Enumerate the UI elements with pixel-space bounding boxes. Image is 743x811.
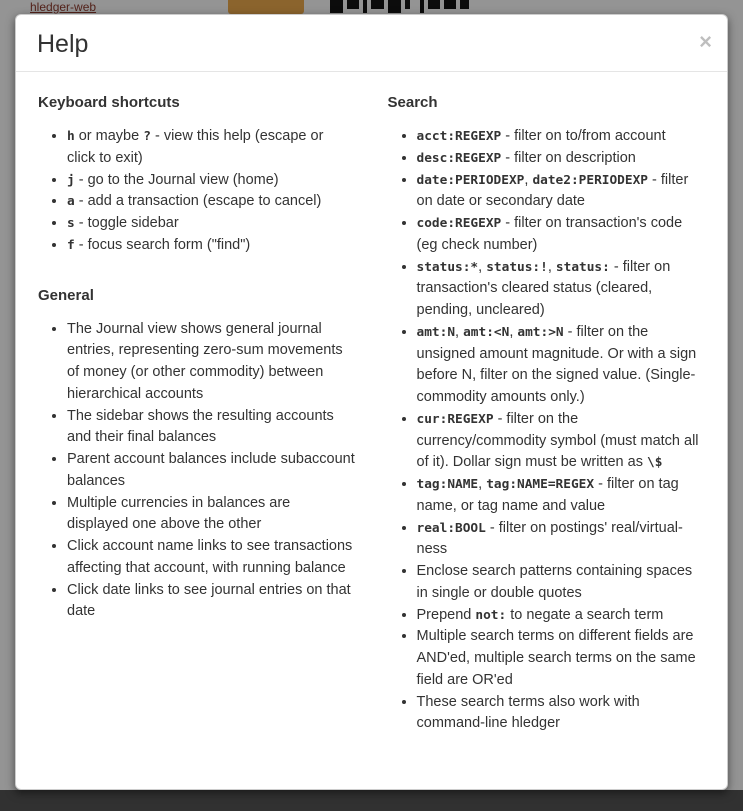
code-span: j xyxy=(67,172,75,188)
list-item: • s - toggle sidebar xyxy=(67,213,356,235)
left-column xyxy=(22,90,372,633)
code-span: tag:NAME=REGEX xyxy=(486,477,595,492)
code-span: ? xyxy=(143,129,151,144)
list-item: • real:BOOL - filter on postings' real/virtual-ness xyxy=(417,518,706,562)
code-span: cur:REGEXP xyxy=(416,411,494,427)
code-span: date2:PERIODEXP xyxy=(532,172,649,188)
code-span: not: xyxy=(475,607,507,623)
list-item: • The sidebar shows the resulting accounts and their final balances xyxy=(67,406,356,450)
list-item: • code:REGEXP - filter on transaction's code (eg check number) xyxy=(417,213,706,257)
list-item: • cur:REGEXP - filter on the currency/commodity symbol (must match all of it). Dollar sign must be written as \$ xyxy=(417,409,706,474)
modal-header xyxy=(16,15,727,72)
list-item: • status:*, status:!, status: - filter on transaction's cleared status (cleared, pending, uncleared) xyxy=(417,257,706,322)
list-item: • Parent account balances include subaccount balances xyxy=(67,449,356,493)
list-item: • Enclose search patterns containing spaces in single or double quotes xyxy=(417,561,706,605)
list-item: • j - go to the Journal view (home) xyxy=(67,170,356,192)
code-span: amt:>N xyxy=(517,324,564,340)
code-span: status: xyxy=(555,259,610,275)
modal-body xyxy=(16,72,727,765)
list-item: • a - add a transaction (escape to cancel) xyxy=(67,191,356,213)
list-item: • desc:REGEXP - filter on description xyxy=(417,148,706,170)
code-span: tag:NAME xyxy=(416,477,479,492)
code-span: desc:REGEXP xyxy=(416,150,502,166)
code-span: real:BOOL xyxy=(416,520,486,536)
code-span: a xyxy=(67,194,75,210)
code-span: status:! xyxy=(486,259,548,275)
code-span: status:* xyxy=(416,259,479,275)
list-item: • The Journal view shows general journal entries, representing zero-sum movements of money (or other commodity) between hierarchical accounts xyxy=(67,319,356,406)
code-span: date:PERIODEXP xyxy=(416,172,525,188)
list-item: • acct:REGEXP - filter on to/from account xyxy=(417,126,706,148)
code-span: amt:N xyxy=(416,324,456,340)
code-span: acct:REGEXP xyxy=(416,129,502,144)
code-span: code:REGEXP xyxy=(416,216,502,231)
section-heading-search: Search xyxy=(387,94,438,111)
list-item: • Multiple search terms on different fields are AND'ed, multiple search terms on the same field are OR'ed xyxy=(417,626,706,691)
list-item: • Multiple currencies in balances are displayed one above the other xyxy=(67,493,356,537)
code-span: amt:<N xyxy=(463,324,510,340)
list-item: • h or maybe ? - view this help (escape or click to exit) xyxy=(67,126,356,170)
general-list xyxy=(38,319,356,624)
code-span: h xyxy=(67,129,75,144)
list-item: • tag:NAME, tag:NAME=REGEX - filter on tag name, or tag name and value xyxy=(417,474,706,518)
help-modal xyxy=(15,14,728,790)
close-icon[interactable]: × xyxy=(699,29,712,54)
list-item: • Click date links to see journal entries on that date xyxy=(67,580,356,624)
right-column xyxy=(372,90,722,745)
background-brand-link[interactable]: hledger-web xyxy=(30,0,97,14)
section-heading-general: General xyxy=(38,286,94,304)
code-span: \$ xyxy=(646,455,663,471)
code-span: f xyxy=(67,237,75,253)
list-item: • f - focus search form ("find") xyxy=(67,235,356,257)
keyboard-shortcuts-list xyxy=(38,126,356,257)
list-item: • date:PERIODEXP, date2:PERIODEXP - filter on date or secondary date xyxy=(417,170,706,214)
list-item: • amt:N, amt:<N, amt:>N - filter on the unsigned amount magnitude. Or with a sign before N, filter on the signed value. (Single-commodity amounts only.) xyxy=(417,322,706,409)
list-item: • Prepend not: to negate a search term xyxy=(417,605,706,627)
code-span: s xyxy=(67,216,75,231)
section-heading-keyboard-shortcuts: Keyboard shortcuts xyxy=(38,94,180,111)
list-item: • Click account name links to see transactions affecting that account, with running balance xyxy=(67,536,356,580)
modal-title: Help xyxy=(37,30,89,58)
search-list xyxy=(388,126,706,735)
list-item: • These search terms also work with command-line hledger xyxy=(417,692,706,736)
